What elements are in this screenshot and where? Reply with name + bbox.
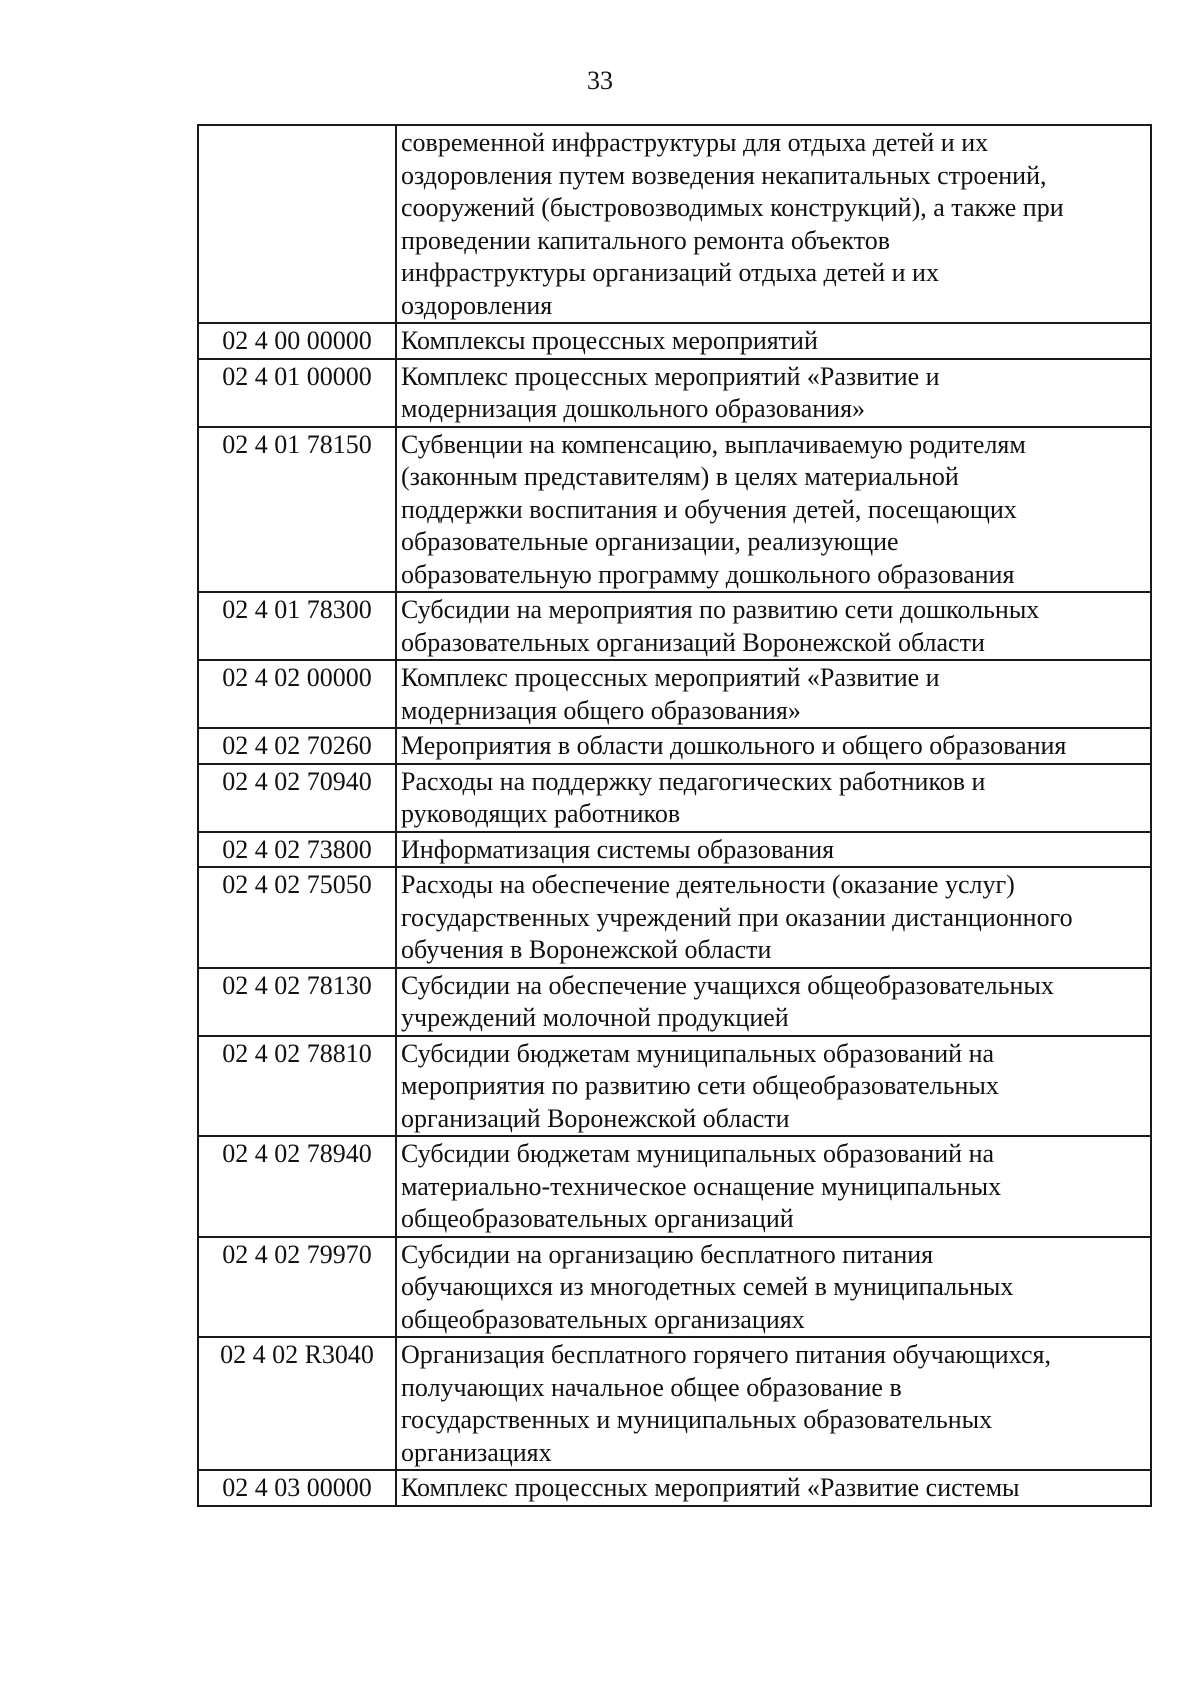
row-code-cell — [198, 968, 396, 1036]
row-description-cell — [396, 728, 1151, 764]
page-number: 33 — [587, 66, 613, 95]
table-row — [198, 359, 1151, 427]
table-row — [198, 427, 1151, 593]
row-description-line: модернизация общего образования» — [401, 695, 801, 725]
row-description-cell — [396, 359, 1151, 427]
row-code-cell — [198, 660, 396, 728]
row-description-line: государственных и муниципальных образовательных — [401, 1405, 993, 1434]
table-row — [198, 1036, 1151, 1137]
row-description-line: образовательных организаций Воронежской области — [401, 627, 985, 657]
row-description-line: организациях — [401, 1437, 552, 1467]
row-description-line: образовательные организации, реализующие — [401, 527, 899, 556]
row-description-line: поддержки воспитания и обучения детей, посещающих — [401, 494, 1017, 524]
row-description-line: оздоровления — [401, 290, 553, 320]
row-description-line: образовательную программу дошкольного образования — [401, 559, 1015, 589]
table-body — [198, 125, 1151, 1506]
row-code-cell — [198, 764, 396, 832]
row-code-cell — [198, 323, 396, 359]
row-description-cell — [396, 764, 1151, 832]
row-description-line: общеобразовательных организаций — [401, 1204, 794, 1233]
row-description-line: руководящих работников — [401, 799, 681, 828]
row-description-line: обучения в Воронежской области — [401, 935, 772, 964]
row-description-line: Субсидии бюджетам муниципальных образований на — [401, 1038, 995, 1068]
row-code: 02 4 02 70940 — [222, 766, 372, 796]
row-description-cell — [396, 323, 1151, 359]
row-code: 02 4 01 78300 — [222, 595, 372, 624]
row-code-cell — [198, 832, 396, 868]
table-row — [198, 1337, 1151, 1470]
row-code: 02 4 02 78940 — [222, 1139, 372, 1168]
row-code: 02 4 03 00000 — [222, 1473, 372, 1502]
row-description-line: Комплекс процессных мероприятий «Развитие системы — [401, 1473, 1020, 1502]
row-description-cell — [396, 968, 1151, 1036]
row-description-line: Комплекс процессных мероприятий «Развитие и — [401, 663, 940, 692]
row-description-cell — [396, 1136, 1151, 1237]
row-description-line: Организация бесплатного горячего питания обучающихся, — [401, 1340, 1051, 1369]
row-description-line: мероприятия по развитию сети общеобразовательных — [401, 1071, 999, 1100]
row-code: 02 4 01 00000 — [222, 361, 372, 391]
row-description-line: общеобразовательных организациях — [401, 1304, 805, 1334]
row-description-cell — [396, 1337, 1151, 1470]
budget-classification-table — [197, 124, 1152, 1507]
table-row — [198, 1136, 1151, 1237]
table-row — [198, 764, 1151, 832]
table-row — [198, 660, 1151, 728]
row-description-line: Субсидии на мероприятия по развитию сети дошкольных — [401, 595, 1040, 624]
row-code: 02 4 02 R3040 — [220, 1340, 374, 1369]
row-code-cell — [198, 427, 396, 593]
row-code-cell — [198, 125, 396, 323]
row-description-cell — [396, 1036, 1151, 1137]
row-description-line: Субвенции на компенсацию, выплачиваемую родителям — [401, 429, 1026, 459]
row-code: 02 4 02 73800 — [222, 834, 372, 864]
row-code-cell — [198, 728, 396, 764]
table-row — [198, 728, 1151, 764]
row-code: 02 4 02 78130 — [222, 970, 372, 1000]
row-description-line: модернизация дошкольного образования» — [401, 394, 866, 423]
row-code: 02 4 02 75050 — [222, 870, 372, 899]
row-description-line: Комплексы процессных мероприятий — [401, 326, 818, 355]
row-description-line: организаций Воронежской области — [401, 1103, 790, 1133]
row-code-cell — [198, 1337, 396, 1470]
table-row — [198, 1237, 1151, 1338]
row-description-line: учреждений молочной продукцией — [401, 1003, 789, 1032]
table-row — [198, 867, 1151, 968]
row-code-cell — [198, 1036, 396, 1137]
row-description-cell — [396, 660, 1151, 728]
table-row — [198, 968, 1151, 1036]
row-description-cell — [396, 1237, 1151, 1338]
row-description-cell — [396, 832, 1151, 868]
row-description-line: современной инфраструктуры для отдыха детей и их — [401, 128, 989, 157]
row-description-line: (законным представителям) в целях материальной — [401, 462, 959, 491]
row-code: 02 4 02 78810 — [222, 1038, 372, 1068]
row-description-line: Субсидии на обеспечение учащихся общеобразовательных — [401, 970, 1054, 1000]
row-description-cell — [396, 592, 1151, 660]
row-code-cell — [198, 1237, 396, 1338]
row-description-line: Расходы на обеспечение деятельности (оказание услуг) — [401, 870, 1015, 899]
row-code: 02 4 02 70260 — [222, 731, 372, 760]
row-description-cell — [396, 427, 1151, 593]
table-row — [198, 832, 1151, 868]
table-row — [198, 1470, 1151, 1506]
row-description-line: Мероприятия в области дошкольного и общего образования — [401, 731, 1067, 760]
row-description-line: Расходы на поддержку педагогических работников и — [401, 766, 986, 796]
row-code: 02 4 01 78150 — [222, 429, 372, 459]
table-row — [198, 125, 1151, 323]
table-row — [198, 592, 1151, 660]
row-code: 02 4 00 00000 — [222, 326, 372, 355]
row-description-cell — [396, 867, 1151, 968]
row-description-line: получающих начальное общее образование в — [401, 1372, 902, 1402]
row-code-cell — [198, 359, 396, 427]
row-description-cell — [396, 1470, 1151, 1506]
row-description-line: инфраструктуры организаций отдыха детей и их — [401, 258, 939, 287]
row-description-cell — [396, 125, 1151, 323]
row-code: 02 4 02 79970 — [222, 1239, 372, 1269]
row-code-cell — [198, 867, 396, 968]
row-description-line: государственных учреждений при оказании дистанционного — [401, 902, 1073, 932]
row-description-line: Комплекс процессных мероприятий «Развитие и — [401, 361, 940, 391]
row-description-line: оздоровления путем возведения некапитальных строений, — [401, 160, 1047, 190]
row-code-cell — [198, 1470, 396, 1506]
row-description-line: проведении капитального ремонта объектов — [401, 225, 890, 255]
row-code-cell — [198, 1136, 396, 1237]
row-description-line: Субсидии на организацию бесплатного питания — [401, 1239, 934, 1269]
row-code-cell — [198, 592, 396, 660]
row-description-line: сооружений (быстровозводимых конструкций), а также при — [401, 193, 1064, 222]
row-description-line: обучающихся из многодетных семей в муниципальных — [401, 1272, 1014, 1301]
table-row — [198, 323, 1151, 359]
row-description-line: Информатизация системы образования — [401, 834, 835, 864]
row-code: 02 4 02 00000 — [222, 663, 372, 692]
row-description-line: Субсидии бюджетам муниципальных образований на — [401, 1139, 995, 1168]
row-description-line: материально-техническое оснащение муниципальных — [401, 1171, 1002, 1201]
